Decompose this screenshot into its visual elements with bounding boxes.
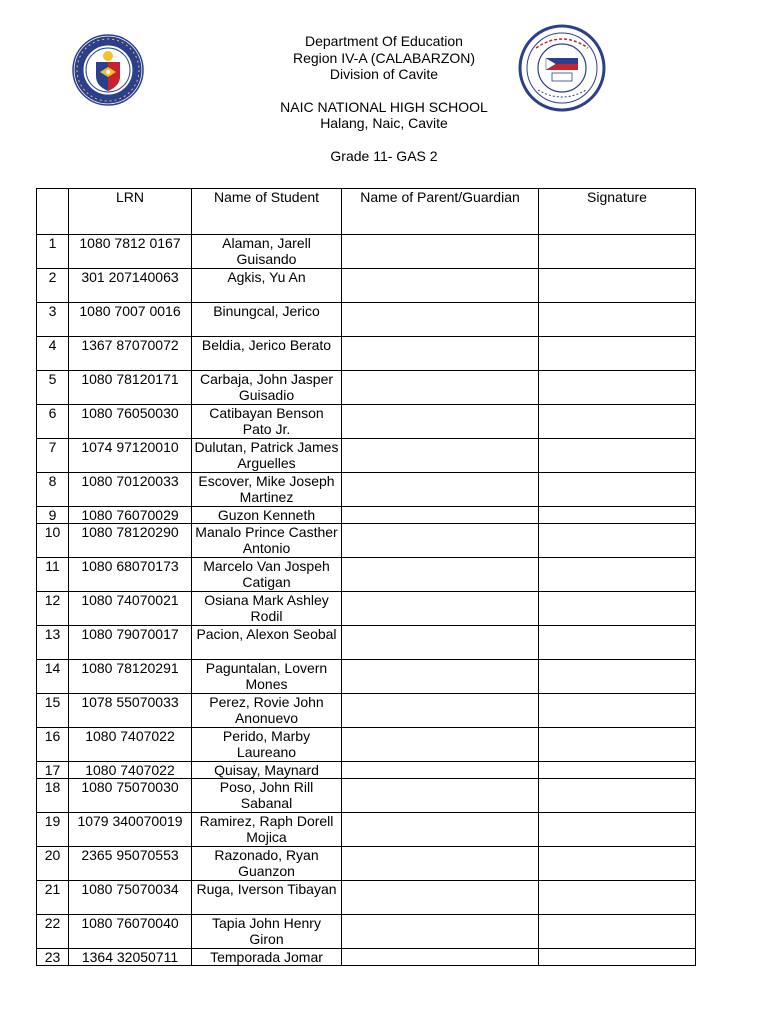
lrn-cell: 1080 7407022 <box>69 762 192 779</box>
parent-guardian-cell <box>342 269 539 303</box>
lrn-cell: 1364 32050711 <box>69 949 192 966</box>
lrn-cell: 1080 76070029 <box>69 507 192 524</box>
signature-cell <box>539 592 696 626</box>
parent-guardian-cell <box>342 439 539 473</box>
student-name-cell: Carbaja, John Jasper Guisadio <box>192 371 342 405</box>
column-header-number <box>37 189 69 235</box>
parent-guardian-cell <box>342 847 539 881</box>
student-name-cell: Razonado, Ryan Guanzon <box>192 847 342 881</box>
student-name-cell: Perez, Rovie John Anonuevo <box>192 694 342 728</box>
student-name-cell: Pacion, Alexon Seobal <box>192 626 342 660</box>
row-number: 16 <box>37 728 69 762</box>
table-row <box>37 524 696 558</box>
parent-guardian-cell <box>342 337 539 371</box>
row-number: 11 <box>37 558 69 592</box>
student-name-cell: Guzon Kenneth <box>192 507 342 524</box>
table-row <box>37 762 696 779</box>
signature-cell <box>539 881 696 915</box>
row-number: 7 <box>37 439 69 473</box>
table-row <box>37 847 696 881</box>
row-number: 14 <box>37 660 69 694</box>
table-row <box>37 235 696 269</box>
parent-guardian-cell <box>342 660 539 694</box>
signature-cell <box>539 813 696 847</box>
parent-guardian-cell <box>342 728 539 762</box>
table-row <box>37 269 696 303</box>
table-row <box>37 337 696 371</box>
student-name-cell: Ramirez, Raph Dorell Mojica <box>192 813 342 847</box>
table-row <box>37 728 696 762</box>
parent-guardian-cell <box>342 473 539 507</box>
lrn-cell: 1080 74070021 <box>69 592 192 626</box>
lrn-cell: 1080 78120290 <box>69 524 192 558</box>
parent-guardian-cell <box>342 405 539 439</box>
student-name-cell: Binungcal, Jerico <box>192 303 342 337</box>
table-row <box>37 660 696 694</box>
lrn-cell: 1080 76070040 <box>69 915 192 949</box>
lrn-cell: 2365 95070553 <box>69 847 192 881</box>
student-name-cell: Paguntalan, Lovern Mones <box>192 660 342 694</box>
row-number: 13 <box>37 626 69 660</box>
parent-guardian-cell <box>342 915 539 949</box>
lrn-cell: 1080 7812 0167 <box>69 235 192 269</box>
parent-guardian-cell <box>342 592 539 626</box>
school-name: NAIC NATIONAL HIGH SCHOOL <box>280 98 488 115</box>
table-row <box>37 626 696 660</box>
row-number: 5 <box>37 371 69 405</box>
parent-guardian-cell <box>342 507 539 524</box>
signature-cell <box>539 626 696 660</box>
lrn-cell: 301 207140063 <box>69 269 192 303</box>
signature-cell <box>539 728 696 762</box>
row-number: 12 <box>37 592 69 626</box>
row-number: 21 <box>37 881 69 915</box>
lrn-cell: 1080 68070173 <box>69 558 192 592</box>
row-number: 23 <box>37 949 69 966</box>
parent-guardian-cell <box>342 813 539 847</box>
lrn-cell: 1080 7007 0016 <box>69 303 192 337</box>
student-name-cell: Perido, Marby Laureano <box>192 728 342 762</box>
student-name-cell: Tapia John Henry Giron <box>192 915 342 949</box>
row-number: 18 <box>37 779 69 813</box>
lrn-cell: 1080 78120171 <box>69 371 192 405</box>
row-number: 8 <box>37 473 69 507</box>
department-line: Department Of Education <box>305 33 463 49</box>
row-number: 1 <box>37 235 69 269</box>
lrn-cell: 1079 340070019 <box>69 813 192 847</box>
signature-cell <box>539 303 696 337</box>
signature-cell <box>539 371 696 405</box>
table-row <box>37 473 696 507</box>
lrn-cell: 1074 97120010 <box>69 439 192 473</box>
signature-cell <box>539 269 696 303</box>
table-row <box>37 694 696 728</box>
signature-cell <box>539 660 696 694</box>
student-name-cell: Ruga, Iverson Tibayan <box>192 881 342 915</box>
student-roster-table <box>36 188 696 966</box>
lrn-cell: 1080 76050030 <box>69 405 192 439</box>
signature-cell <box>539 473 696 507</box>
table-row <box>37 371 696 405</box>
parent-guardian-cell <box>342 235 539 269</box>
parent-guardian-cell <box>342 762 539 779</box>
table-row <box>37 303 696 337</box>
student-name-cell: Quisay, Maynard <box>192 762 342 779</box>
column-header-student-name: Name of Student <box>192 189 342 235</box>
table-row <box>37 507 696 524</box>
signature-cell <box>539 235 696 269</box>
table-row <box>37 915 696 949</box>
parent-guardian-cell <box>342 558 539 592</box>
row-number: 2 <box>37 269 69 303</box>
lrn-cell: 1080 78120291 <box>69 660 192 694</box>
student-name-cell: Agkis, Yu An <box>192 269 342 303</box>
student-name-cell: Osiana Mark Ashley Rodil <box>192 592 342 626</box>
signature-cell <box>539 694 696 728</box>
parent-guardian-cell <box>342 371 539 405</box>
signature-cell <box>539 405 696 439</box>
signature-cell <box>539 507 696 524</box>
signature-cell <box>539 762 696 779</box>
parent-guardian-cell <box>342 949 539 966</box>
student-name-cell: Dulutan, Patrick James Arguelles <box>192 439 342 473</box>
table-row <box>37 592 696 626</box>
signature-cell <box>539 915 696 949</box>
student-name-cell: Catibayan Benson Pato Jr. <box>192 405 342 439</box>
lrn-cell: 1080 75070030 <box>69 779 192 813</box>
parent-guardian-cell <box>342 626 539 660</box>
signature-cell <box>539 779 696 813</box>
student-name-cell: Beldia, Jerico Berato <box>192 337 342 371</box>
lrn-cell: 1080 79070017 <box>69 626 192 660</box>
lrn-cell: 1080 7407022 <box>69 728 192 762</box>
parent-guardian-cell <box>342 694 539 728</box>
student-name-cell: Manalo Prince Casther Antonio <box>192 524 342 558</box>
row-number: 4 <box>37 337 69 371</box>
lrn-cell: 1080 75070034 <box>69 881 192 915</box>
row-number: 22 <box>37 915 69 949</box>
parent-guardian-cell <box>342 881 539 915</box>
column-header-parent-guardian: Name of Parent/Guardian <box>342 189 539 235</box>
row-number: 6 <box>37 405 69 439</box>
row-number: 20 <box>37 847 69 881</box>
student-name-cell: Temporada Jomar <box>192 949 342 966</box>
row-number: 9 <box>37 507 69 524</box>
student-name-cell: Alaman, Jarell Guisando <box>192 235 342 269</box>
row-number: 3 <box>37 303 69 337</box>
student-name-cell: Marcelo Van Jospeh Catigan <box>192 558 342 592</box>
division-line: Division of Cavite <box>329 66 439 82</box>
signature-cell <box>539 558 696 592</box>
table-row <box>37 558 696 592</box>
signature-cell <box>539 847 696 881</box>
table-header-row <box>37 189 696 235</box>
table-row <box>37 779 696 813</box>
signature-cell <box>539 949 696 966</box>
table-row <box>37 881 696 915</box>
table-row <box>37 813 696 847</box>
row-number: 17 <box>37 762 69 779</box>
document-header <box>0 33 768 164</box>
column-header-lrn: LRN <box>69 189 192 235</box>
grade-section: Grade 11- GAS 2 <box>330 147 438 164</box>
row-number: 10 <box>37 524 69 558</box>
lrn-cell: 1367 87070072 <box>69 337 192 371</box>
signature-cell <box>539 337 696 371</box>
table-row <box>37 405 696 439</box>
parent-guardian-cell <box>342 524 539 558</box>
student-name-cell: Poso, John Rill Sabanal <box>192 779 342 813</box>
parent-guardian-cell <box>342 779 539 813</box>
row-number: 19 <box>37 813 69 847</box>
column-header-signature: Signature <box>539 189 696 235</box>
parent-guardian-cell <box>342 303 539 337</box>
student-name-cell: Escover, Mike Joseph Martinez <box>192 473 342 507</box>
table-row <box>37 439 696 473</box>
region-line: Region IV-A (CALABARZON) <box>292 49 476 66</box>
lrn-cell: 1078 55070033 <box>69 694 192 728</box>
table-row <box>37 949 696 966</box>
lrn-cell: 1080 70120033 <box>69 473 192 507</box>
row-number: 15 <box>37 694 69 728</box>
signature-cell <box>539 439 696 473</box>
signature-cell <box>539 524 696 558</box>
school-address: Halang, Naic, Cavite <box>320 115 448 131</box>
